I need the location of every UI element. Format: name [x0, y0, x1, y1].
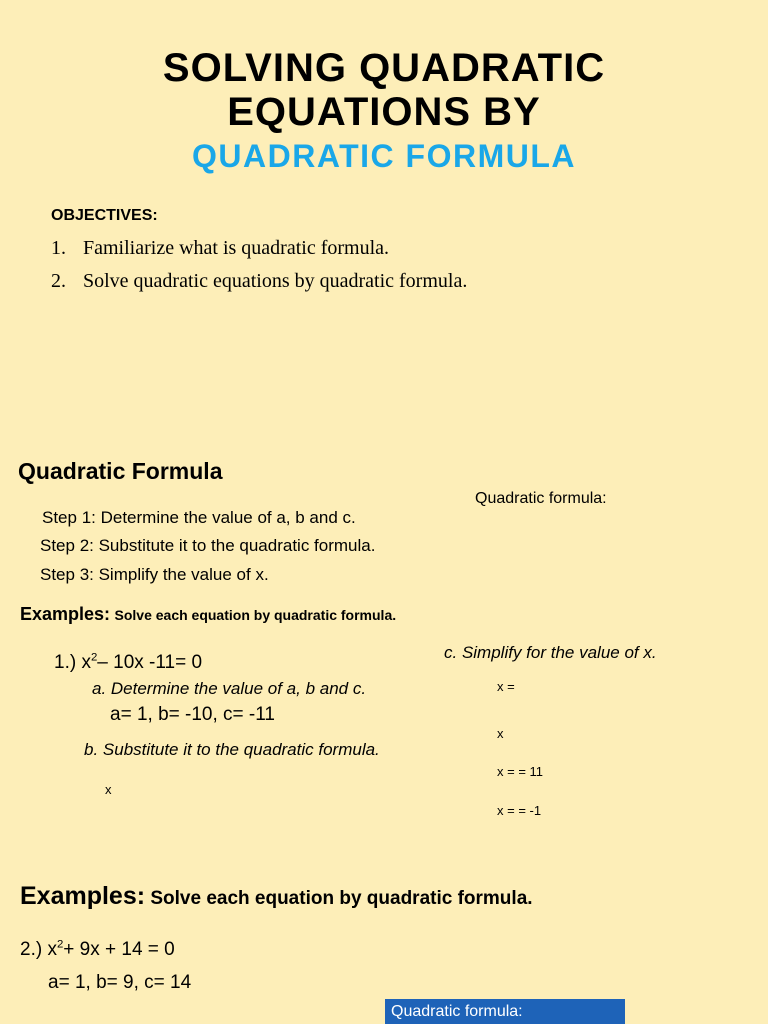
examples-text: Solve each equation by quadratic formula. — [114, 607, 397, 623]
examples-label: Examples: — [20, 882, 146, 910]
problem-rest: + 9x + 14 = 0 — [63, 939, 175, 960]
formula-label: Quadratic formula: — [475, 490, 607, 507]
objective-item — [51, 270, 467, 293]
problem-2 — [20, 939, 175, 961]
part-b: b. Substitute it to the quadratic formula. — [84, 740, 380, 759]
section-heading: Quadratic Formula — [18, 458, 223, 484]
examples-text: Solve each equation by quadratic formula. — [150, 888, 533, 909]
objective-number: 2. — [51, 270, 66, 292]
objectives-heading: OBJECTIVES: — [51, 207, 158, 224]
examples-heading — [20, 604, 396, 625]
simplify-line: x = = -1 — [497, 803, 542, 818]
part-a: a. Determine the value of a, b and c. — [92, 679, 367, 698]
x-mark: x — [105, 782, 112, 797]
step-2: Step 2: Substitute it to the quadratic formula. — [40, 536, 376, 555]
values-2: a= 1, b= 9, c= 14 — [48, 972, 192, 993]
step-3: Step 3: Simplify the value of x. — [40, 565, 269, 584]
step-1: Step 1: Determine the value of a, b and c. — [42, 508, 356, 527]
problem-exponent: 2 — [90, 651, 98, 664]
objective-text: Familiarize what is quadratic formula. — [83, 237, 390, 259]
values-a: a= 1, b= -10, c= -11 — [110, 704, 275, 725]
simplify-line: x = = 11 — [497, 764, 544, 779]
title-line-2: EQUATIONS BY — [227, 90, 541, 134]
subtitle: QUADRATIC FORMULA — [192, 138, 576, 174]
problem-exponent: 2 — [56, 938, 64, 951]
formula-box-label: Quadratic formula: — [391, 1003, 523, 1020]
objective-number: 1. — [51, 237, 66, 259]
examples-heading-2 — [20, 882, 533, 911]
objective-text: Solve quadratic equations by quadratic formula. — [83, 270, 468, 292]
part-c: c. Simplify for the value of x. — [444, 643, 657, 662]
title-line-1: SOLVING QUADRATIC — [162, 46, 606, 90]
problem-rest: – 10x -11= 0 — [97, 652, 203, 673]
problem-prefix: 2.) x — [20, 939, 57, 960]
examples-label: Examples: — [20, 604, 111, 624]
objective-item — [51, 237, 389, 260]
problem-1 — [54, 652, 202, 674]
problem-prefix: 1.) x — [54, 652, 91, 673]
simplify-line: x — [497, 726, 504, 741]
formula-box — [385, 999, 625, 1024]
simplify-line: x = — [497, 679, 515, 694]
